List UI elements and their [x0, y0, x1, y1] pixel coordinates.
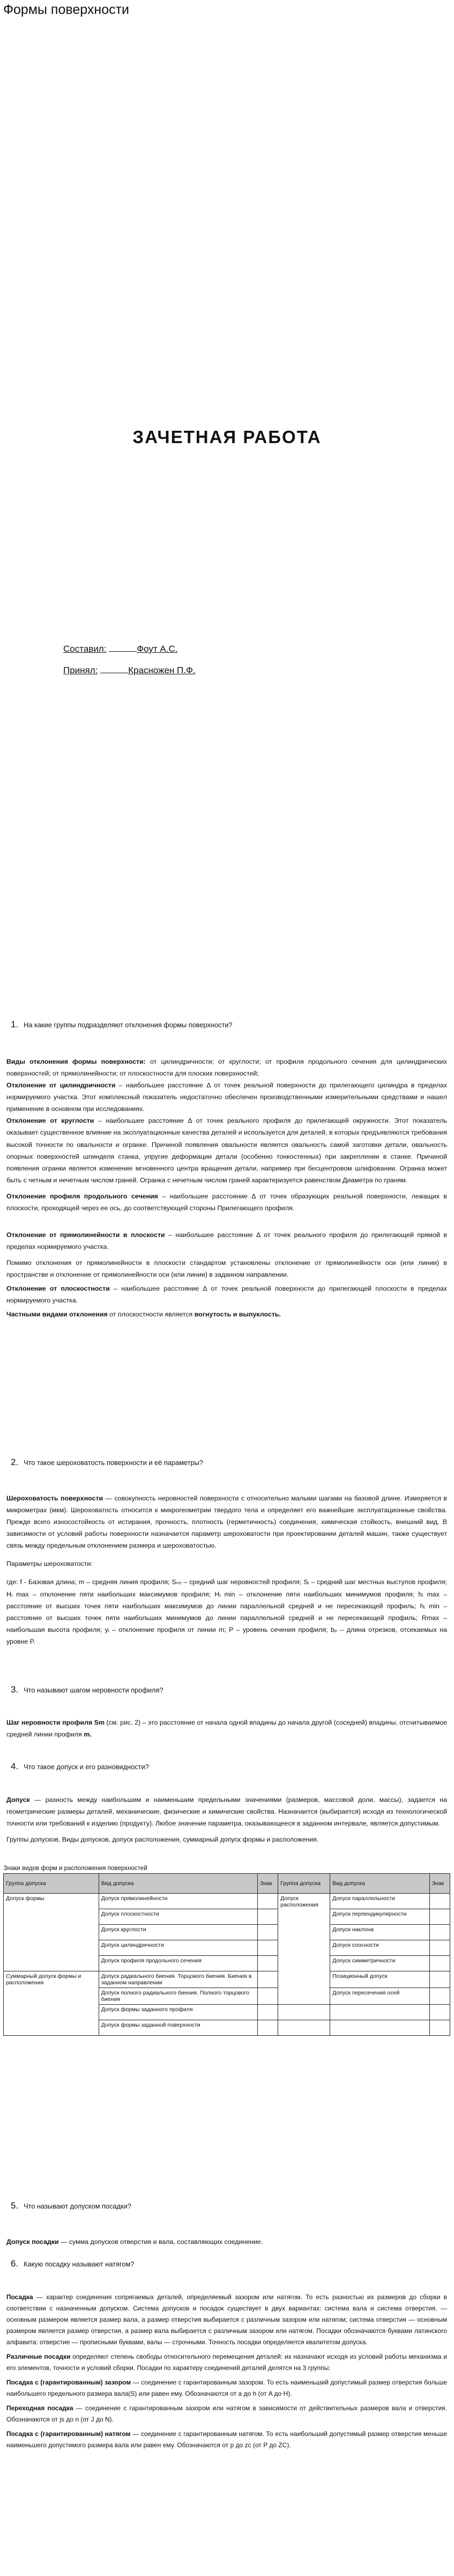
- table-cell: Суммарный допуск формы и расположения: [4, 1971, 99, 2036]
- accepted-by-line: [63, 665, 196, 676]
- page-title: Формы поверхности: [3, 2, 130, 17]
- paragraph: Допуск — разность между наибольшим и наименьшим предельными значениями (размеров, массовой доли, массы), задается на геометрические размеры деталей, механические, физические и химические свойства. Назначается (выбирается) исходя из технологической точности или требований к изделию (продукту). Любое значение параметра, оказывающееся в заданном интервале, является допустимым.: [6, 1796, 447, 1828]
- answer-3: [6, 1717, 447, 1740]
- question-text: На какие группы подразделяют отклонения формы поверхности?: [24, 1021, 233, 1029]
- question-3: [11, 1684, 163, 1695]
- tolerance-table: [3, 1864, 450, 2036]
- paragraph: Переходная посадка — соединение с гарантированным зазором или натягом в зависимости от действительных размеров вала и отверстия. Обозначаются от js до n (от J до N).: [6, 2404, 448, 2423]
- table-cell: Допуск радиального биения. Торцового биения. Биения в заданном направлении: [99, 1971, 257, 1988]
- table-cell: Допуск профиля продольного сечения: [99, 1956, 257, 1971]
- question-4: [11, 1761, 149, 1772]
- compiled-by-name: Фоут А.С.: [137, 644, 178, 654]
- question-number: 4.: [11, 1761, 19, 1771]
- paragraph: Посадка с (гарантированным) натягом — соединение с гарантированным натягом. То есть наибольший допустимый размер отверстия меньше наименьшего допустимого размера вала или равен ему. Обозначаются от p до zc (от P до ZC).: [6, 2430, 447, 2449]
- answer-2: [6, 1492, 447, 1647]
- table-cell: Допуск симметричности: [330, 1956, 429, 1971]
- question-number: 6.: [11, 2258, 19, 2269]
- table-header: Знак: [258, 1874, 278, 1894]
- question-number: 2.: [11, 1457, 19, 1467]
- table-cell: Допуск формы заданного профиля: [99, 2005, 257, 2020]
- question-text: Что такое шероховатость поверхности и её параметры?: [24, 1459, 203, 1467]
- paragraph: Допуск посадки — сумма допусков отверстия и вала, составляющих соединение.: [6, 2238, 263, 2246]
- question-text: Что называют шагом неровности профиля?: [24, 1686, 163, 1694]
- compiled-by-label: Составил:: [63, 644, 107, 654]
- table-header: Вид допуска: [330, 1874, 429, 1894]
- table-cell: Допуск наклона: [330, 1925, 429, 1940]
- paragraph: Отклонение от прямолинейности в плоскости – наибольшее расстояние Δ от точек реального профиля до прилегающей прямой в пределах нормируемого участка.: [6, 1231, 447, 1251]
- tolerance-table-wrap: [3, 1864, 450, 2036]
- table-cell: Допуск цилиндричности: [99, 1940, 257, 1956]
- table-cell: Допуск плоскостности: [99, 1909, 257, 1925]
- table-row: [4, 1894, 450, 1909]
- table-cell: Допуск прямолинейности: [99, 1894, 257, 1909]
- question-number: 5.: [11, 2200, 19, 2211]
- paragraph: Отклонение от плоскостности – наибольшее расстояние Δ от точек реальной поверхности до прилегающей плоскости в пределах нормируемого участка.: [6, 1285, 447, 1305]
- question-number: 3.: [11, 1684, 19, 1695]
- table-cell: Допуск круглости: [99, 1925, 257, 1940]
- table-row: [4, 1971, 450, 1988]
- paragraph: где: f - Базовая длина; m – средняя линия профиля; Sₘᵢ – средний шаг неровностей профиля; Sᵢ – средний шаг местных выступов профиля; Hᵢ max – отклонение пяти наибольших максимумов профиля; Hᵢ min – отклонение пяти наибольших минимумов профиля; hᵢ max – расстояние от высших точек пяти наибольших максимумов до линии параллельной средней и не пересекающей профиль; hᵢ min – расстояние от высших точек пяти наибольших минимумов до линии параллельной средней и не пересекающей профиль; Rmax – наибольшая высота профиля; yᵢ – отклонение профиля от линии m; P – уровень сечения профиля; bₚ – длина отрезков, отсекаемых на уровне P.: [6, 1578, 447, 1645]
- paragraph: Различные посадки определяют степень свободы относительного перемещения деталей: их назначают исходя из условий работы механизма и его элементов, точности и условий сборки. Посадки по характеру соединений деталей делятся на 3 группы:: [6, 2353, 447, 2372]
- table-cell: Допуск соосности: [330, 1940, 429, 1956]
- paragraph: Параметры шероховатости:: [6, 1560, 93, 1568]
- table-cell: Допуск расположения: [278, 1894, 330, 2005]
- paragraph: Группы допусков, Виды допусков, допуск расположения, суммарный допуск формы и расположения.: [6, 1836, 319, 1844]
- paragraph: Помимо отклонения от прямолинейности в плоскости стандартом установлены отклонение от прямолинейности оси (или линии) в пространстве и отклонение от прямолинейности оси (или линии) в заданном направлении.: [6, 1259, 447, 1279]
- question-1: [11, 1019, 233, 1030]
- paragraph: Отклонение от круглости – наибольшее расстояние Δ от точек реального профиля до прилегающей окружности. Этот показатель оказывает существенное влияние на эксплуатационные качества деталей и используется для деталей, в которых предъявляются требования высокой точности по овальности и огранке. Причиной появления овальности является овальность самой заготовки детали, овальность опорных поверхностей шпинделя станка, упругие деформации детали (особенно тонкостенных) при закреплении в станке. Причиной появления огранки является изменение мгновенного центра вращения детали, например при бесцентровом шлифовании. Огранка может быть с четным и нечетным числом граней. Огранка с нечетным числом граней характеризуется равенством Диаметра по граням.: [6, 1117, 447, 1184]
- answer-5: [6, 2236, 447, 2248]
- question-number: 1.: [11, 1019, 19, 1029]
- compiled-by-line: [63, 644, 177, 654]
- paragraph: Частными видами отклонения от плоскостности является вогнутость и выпуклость.: [6, 1311, 281, 1319]
- question-5: [11, 2200, 131, 2211]
- question-text: Что такое допуск и его разновидности?: [24, 1763, 149, 1771]
- table-caption: Знаки видов форм и расположения поверхностей: [3, 1865, 147, 1872]
- table-header: Знак: [429, 1874, 450, 1894]
- answer-1: [6, 1056, 447, 1321]
- question-text: Что называют допуском посадки?: [24, 2202, 131, 2210]
- paragraph: Шаг неровности профиля Sm (см. рис. 2) – это расстояние от начала одной впадины до начала другой (соседней) впадины, отсчитываемое средней линии профиля m.: [6, 1719, 448, 1739]
- table-cell: Допуск пересечения осей: [330, 1988, 429, 2005]
- paragraph: Шероховатость поверхности — совокупность неровностей поверхности с относительно малыми шагами на базовой длине. Измеряется в микрометрах (мкм). Шероховатость относится к микрогеометрии твердого тела и определяет его важнейшие эксплуатационные свойства. Прежде всего износостойкость от истирания, прочность, плотность (герметичность) соединения, химическая стойкость, внешний вид. В зависимости от условий работы поверхности назначается параметр шероховатости при проектировании деталей машин, также существует связь между предельным отклонением размера и шероховатостью.: [6, 1495, 448, 1550]
- table-cell: Допуск формы заданной поверхности: [99, 2020, 257, 2036]
- paragraph: Посадка с (гарантированным) зазором — соединение с гарантированным зазором. То есть наименьший допустимый размер отверстия больше наибольшего предельного размера вала(S) или равен ему. Обозначаются от a до h (от A до H).: [6, 2379, 448, 2397]
- question-text: Какую посадку называют натягом?: [24, 2260, 135, 2268]
- accepted-by-label: Принял:: [63, 665, 98, 675]
- answer-6: [6, 2292, 447, 2451]
- paragraph: Виды отклонения формы поверхности: от цилиндричности; от круглости; от профиля продольного сечения для цилиндрических поверхностей; от прямолинейности; от плоскостности для плоских поверхностей;: [6, 1058, 447, 1078]
- cover-heading: ЗАЧЕТНАЯ РАБОТА: [132, 427, 322, 447]
- paragraph: Отклонение от цилиндричности – наибольшее расстояние Δ от точек реальной поверхности до прилегающего цилиндра в пределах нормируемого участка. Этот комплексный показатель недостаточно обеспечен производственными измерительными средствами и нашел применение в основном при исследованиях.: [6, 1081, 447, 1113]
- accepted-by-name: Красножен П.Ф.: [128, 665, 196, 675]
- table-header: Группа допуска: [4, 1874, 99, 1894]
- table-cell: Допуск формы: [4, 1894, 99, 1971]
- paragraph: Отклонение профиля продольного сечения – наибольшее расстояние Δ от точек образующих реальной поверхности, лежащих в плоскости, проходящей через ее ось, до соответствующей стороны Прилегающего профиля.: [6, 1192, 447, 1212]
- table-header: Группа допуска: [278, 1874, 330, 1894]
- table-cell: Допуск параллельности: [330, 1894, 429, 1909]
- table-header: Вид допуска: [99, 1874, 257, 1894]
- paragraph: Посадка — характер соединения сопрягаемых деталей, определяемый зазором или натягом. То есть разностью их размеров до сборки в соответствии с назначенным допуском. Система допусков и посадок существует в двух вариантах: система вала и система отверстия. — основным размером является размер вала, а размер отверстия выбирается с различным зазором или натягом; система отверстия — основным размером является размер отверстия, а размер вала выбирается с различным зазором или натягом. Посадки обозначаются буквами латинского алфавита: отверстие — прописными буквами, валы — строчными. Точность посадки определяется квалитетом допуска.: [6, 2293, 447, 2346]
- table-cell: Позиционный допуск: [330, 1971, 429, 1988]
- question-6: [11, 2258, 134, 2269]
- table-cell: Допуск полного радиального биения. Полного торцового биения: [99, 1988, 257, 2005]
- answer-4: [6, 1794, 447, 1845]
- table-cell: Допуск перпендикулярности: [330, 1909, 429, 1925]
- question-2: [11, 1457, 203, 1468]
